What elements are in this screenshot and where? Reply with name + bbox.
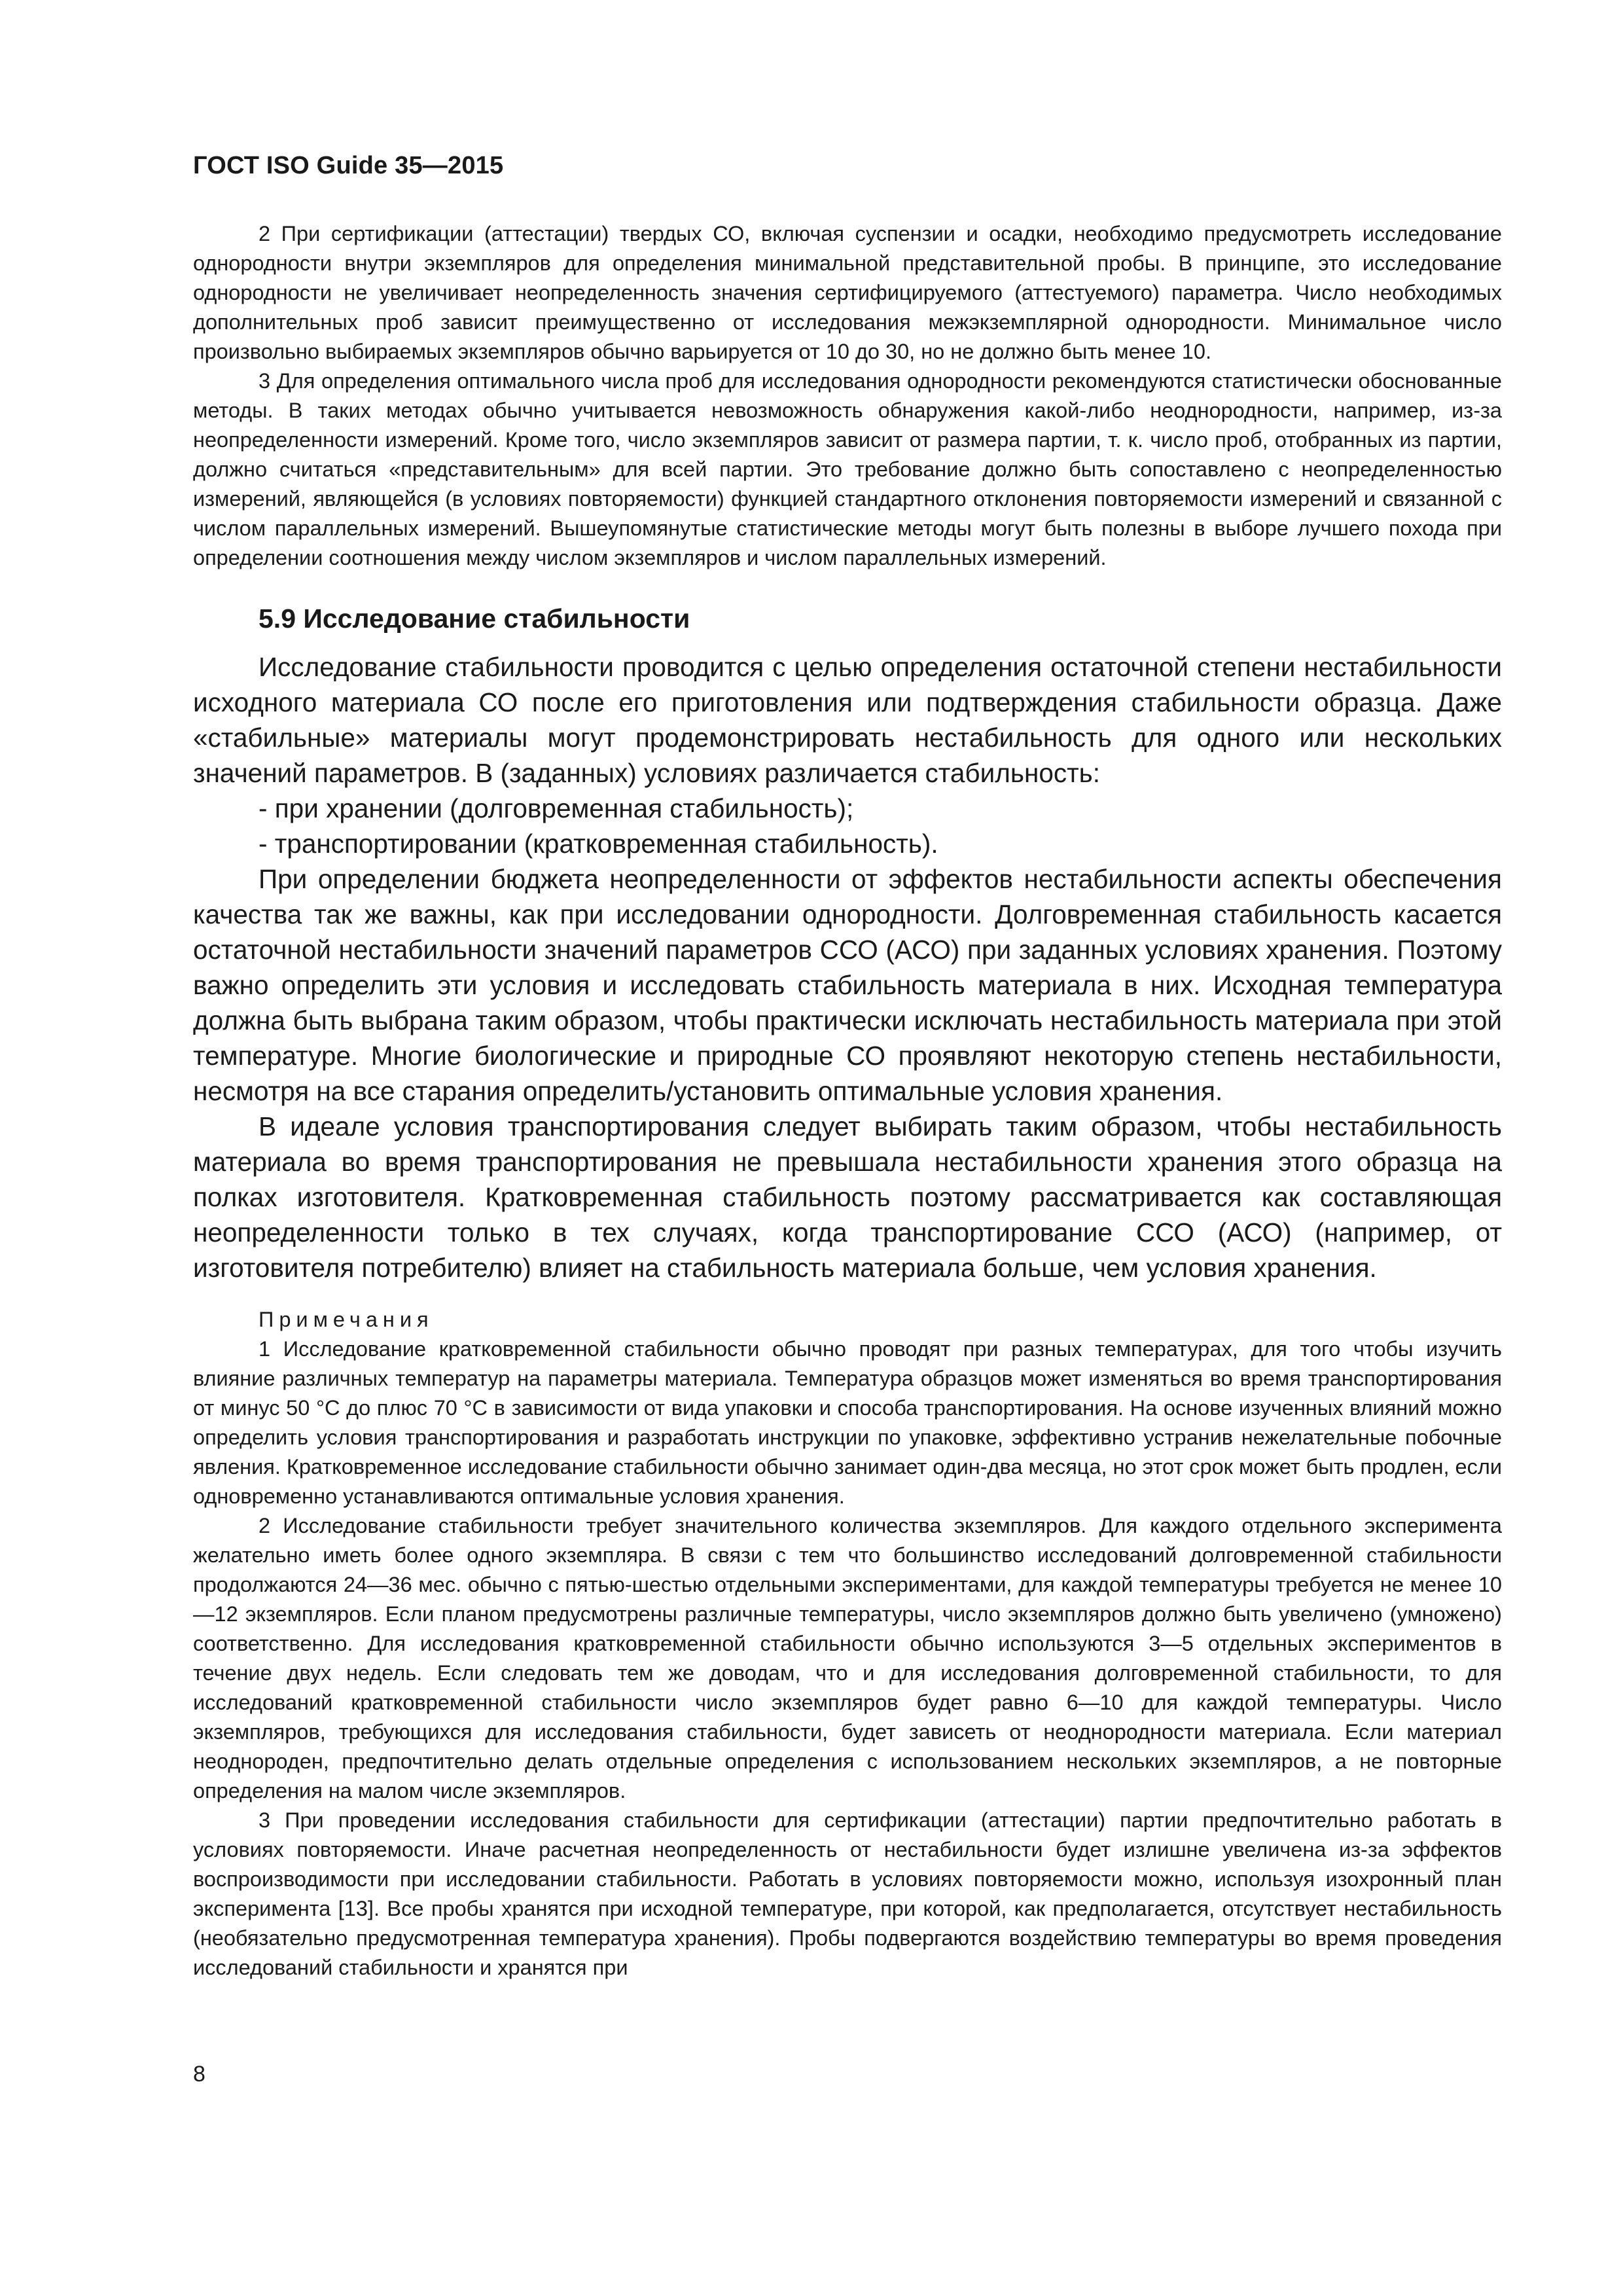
list-item: - при хранении (долговременная стабильность); [259,793,854,823]
section-paragraph: В идеале условия транспортирования следует выбирать таким образом, чтобы нестабильность материала во время транспортирования не превышала нестабильности хранения этого образца на полках изготовителя. Кратковременная стабильность поэтому рассматривается как составляющая неопределенности только в тех случаях, когда транспортирование ССО (АСО) (например, от изготовителя потребителю) влияет на стабильность материала больше, чем условия хранения. [193,1111,1502,1283]
page-number: 8 [193,2062,205,2087]
document-header: ГОСТ ISO Guide 35—2015 [193,152,504,179]
notes-heading: Примечания [259,1308,434,1331]
section-paragraph: Исследование стабильности проводится с целью определения остаточной степени нестабильности исходного материала СО после его приготовления или подтверждения стабильности образца. Даже «стабильные» материалы могут продемонстрировать нестабильность для одного или нескольких значений параметров. В (заданных) условиях различается стабильность: [193,652,1502,788]
note-item: 3 При проведении исследования стабильности для сертификации (аттестации) партии предпочтительно работать в условиях повторяемости. Иначе расчетная неопределенность от нестабильности будет излишне увеличена из-за эффектов воспроизводимости при исследовании стабильности. Работать в условиях повторяемости можно, используя изохронный план эксперимента [13]. Все пробы хранятся при исходной температуре, при которой, как предполагается, отсутствует нестабильность (необязательно предусмотренная температура хранения). Пробы подвергаются воздействию температуры во время проведения исследований стабильности и хранятся при [193,1808,1502,1979]
intro-paragraph-3: 3 Для определения оптимального числа проб для исследования однородности рекомендуются статистически обоснованные методы. В таких методах обычно учитывается невозможность обнаружения какой-либо неоднородности, например, из-за неопределенности измерений. Кроме того, число экземпляров зависит от размера партии, т. к. число проб, отобранных из партии, должно считаться «представительным» для всей партии. Это требование должно быть сопоставлено с неопределенностью измерений, являющейся (в условиях повторяемости) функцией стандартного отклонения повторяемости измерений и связанной с числом параллельных измерений. Вышеупомянутые статистические методы могут быть полезны в выборе лучшего похода при определении соотношения между числом экземпляров и числом параллельных измерений. [193,369,1502,569]
list-item: - транспортировании (кратковременная стабильность). [259,829,938,859]
section-paragraph: При определении бюджета неопределенности от эффектов нестабильности аспекты обеспечения качества так же важны, как при исследовании однородности. Долговременная стабильность касается остаточной нестабильности значений параметров ССО (АСО) при заданных условиях хранения. Поэтому важно определить эти условия и исследовать стабильность материала в них. Исходная температура должна быть выбрана таким образом, чтобы практически исключать нестабильность материала при этой температуре. Многие биологические и природные СО проявляют некоторую степень нестабильности, несмотря на все старания определить/установить оптимальные условия хранения. [193,864,1502,1106]
page-body [193,219,1502,1982]
intro-paragraph-2: 2 При сертификации (аттестации) твердых СО, включая суспензии и осадки, необходимо предусмотреть исследование однородности внутри экземпляров для определения минимальной представительной пробы. В принципе, это исследование однородности не увеличивает неопределенность значения сертифицируемого (аттестуемого) параметра. Число необходимых дополнительных проб зависит преимущественно от исследования межэкземплярной однородности. Минимальное число произвольно выбираемых экземпляров обычно варьируется от 10 до 30, но не должно быть менее 10. [193,222,1502,363]
note-item: 1 Исследование кратковременной стабильности обычно проводят при разных температурах, для того чтобы изучить влияние различных температур на параметры материала. Температура образцов может изменяться во время транспортирования от минус 50 °С до плюс 70 °С в зависимости от вида упаковки и способа транспортирования. На основе изученных влияний можно определить условия транспортирования и разработать инструкции по упаковке, эффективно устранив нежелательные побочные явления. Кратковременное исследование стабильности обычно занимает один-два месяца, но этот срок может быть продлен, если одновременно устанавливаются оптимальные условия хранения. [193,1337,1502,1508]
note-item: 2 Исследование стабильности требует значительного количества экземпляров. Для каждого отдельного эксперимента желательно иметь более одного экземпляра. В связи с тем что большинство исследований долговременной стабильности продолжаются 24—36 мес. обычно с пятью-шестью отдельными экспериментами, для каждой температуры требуется не менее 10—12 экземпляров. Если планом предусмотрены различные температуры, число экземпляров должно быть увеличено (умножено) соответственно. Для исследования кратковременной стабильности обычно используются 3—5 отдельных экспериментов в течение двух недель. Если следовать тем же доводам, что и для исследования долговременной стабильности, то для исследований кратковременной стабильности число экземпляров будет равно 6—10 для каждой температуры. Число экземпляров, требующихся для исследования стабильности, будет зависеть от неоднородности материала. Если материал неоднороден, предпочтительно делать отдельные определения с использованием нескольких экземпляров, а не повторные определения на малом числе экземпляров. [193,1514,1502,1803]
section-heading: 5.9 Исследование стабильности [259,603,690,634]
